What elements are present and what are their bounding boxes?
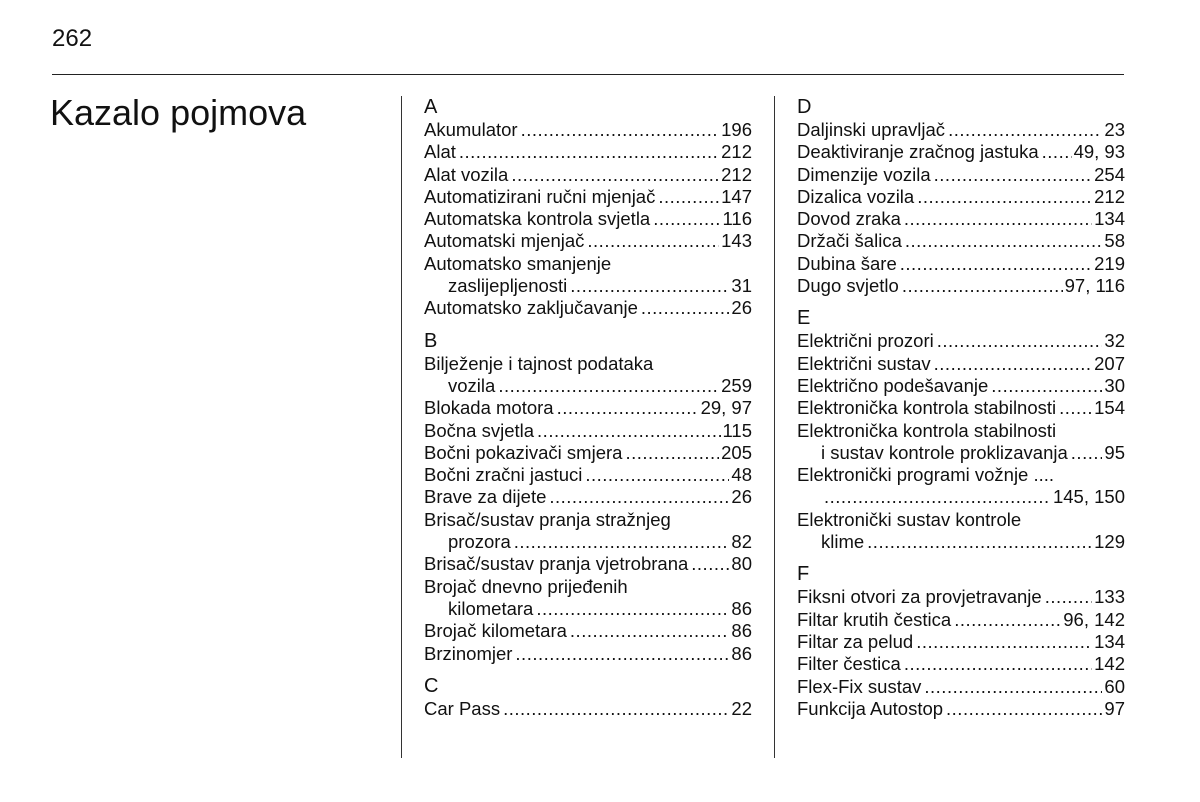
index-section-b xyxy=(424,329,752,665)
entry-name: Blokada motora xyxy=(424,397,554,419)
entry-pages: 86 xyxy=(731,620,752,642)
entry-name: Brisač/sustav pranja vjetrobrana xyxy=(424,553,689,575)
index-entry xyxy=(424,442,752,464)
entry-name: Filtar za pelud xyxy=(797,630,914,652)
section-letter: E xyxy=(797,307,811,330)
entry-pages: 147 xyxy=(721,185,752,207)
entry-pages: 95 xyxy=(1104,441,1125,463)
entry-pages: 154 xyxy=(1094,397,1125,419)
entry-name: Bilježenje i tajnost podataka xyxy=(424,352,654,374)
dot-leader xyxy=(1071,442,1103,464)
entry-name: Automatsko smanjenje xyxy=(424,252,612,274)
dot-leader xyxy=(498,375,719,397)
index-entry xyxy=(797,609,1125,631)
entry-name: Brave za dijete xyxy=(424,486,547,508)
entry-name: Alat vozila xyxy=(424,163,509,185)
dot-leader xyxy=(991,375,1102,397)
index-entry xyxy=(424,620,752,642)
dot-leader xyxy=(503,698,729,720)
dot-leader xyxy=(536,598,729,620)
entry-pages: 212 xyxy=(1094,185,1125,207)
index-entry xyxy=(424,698,752,720)
index-entry xyxy=(797,186,1125,208)
entry-pages: 97 xyxy=(1104,697,1125,719)
index-entry xyxy=(797,464,1125,509)
index-entry xyxy=(797,698,1125,720)
dot-leader xyxy=(917,186,1092,208)
dot-leader xyxy=(916,631,1092,653)
entry-pages: 219 xyxy=(1094,252,1125,274)
index-section-e xyxy=(797,306,1125,553)
index-entry xyxy=(424,164,752,186)
entry-name: Fiksni otvori za provjetravanje xyxy=(797,586,1042,608)
entry-name: Električni sustav xyxy=(797,352,931,374)
entry-pages: 205 xyxy=(721,441,752,463)
entry-name: Dubina šare xyxy=(797,252,897,274)
dot-leader xyxy=(557,397,699,419)
page-title: Kazalo pojmova xyxy=(50,92,307,133)
dot-leader xyxy=(511,164,719,186)
section-letter: B xyxy=(424,329,438,352)
index-entry xyxy=(797,353,1125,375)
column-divider-right xyxy=(774,96,775,758)
entry-pages: 26 xyxy=(731,297,752,319)
entry-name: Akumulator xyxy=(424,119,518,140)
entry-name: Elektronička kontrola stabilnosti xyxy=(797,419,1057,441)
entry-name: Filter čestica xyxy=(797,653,901,675)
index-entry xyxy=(424,230,752,252)
entry-continuation: klime xyxy=(821,531,865,553)
dot-leader xyxy=(585,464,729,486)
index-section-f xyxy=(797,562,1125,720)
dot-leader xyxy=(934,353,1092,375)
entry-pages: 86 xyxy=(731,642,752,664)
dot-leader xyxy=(514,531,730,553)
index-entry xyxy=(424,253,752,298)
entry-pages: 49, 93 xyxy=(1073,141,1125,163)
entry-name: Držači šalica xyxy=(797,230,902,252)
entry-name: Električni prozori xyxy=(797,330,934,352)
entry-name: Brojač kilometara xyxy=(424,620,567,642)
index-entry xyxy=(424,141,752,163)
entry-pages: 86 xyxy=(731,597,752,619)
index-entry xyxy=(424,643,752,665)
index-entry xyxy=(797,653,1125,675)
entry-pages: 259 xyxy=(721,374,752,396)
entry-pages: 134 xyxy=(1094,630,1125,652)
dot-leader xyxy=(653,208,720,230)
index-entry xyxy=(797,330,1125,352)
entry-name: Bočni zračni jastuci xyxy=(424,464,583,486)
column-divider-left xyxy=(401,96,402,758)
entry-pages: 26 xyxy=(731,486,752,508)
dot-leader xyxy=(867,531,1092,553)
dot-leader xyxy=(587,230,719,252)
index-entry xyxy=(424,297,752,319)
entry-name: Automatizirani ručni mjenjač xyxy=(424,185,656,207)
index-entry xyxy=(424,553,752,575)
index-entry xyxy=(797,275,1125,297)
dot-leader xyxy=(521,119,720,141)
dot-leader xyxy=(537,420,720,442)
index-entry xyxy=(797,141,1125,163)
entry-name: Električno podešavanje xyxy=(797,374,989,396)
dot-leader xyxy=(1045,586,1092,608)
dot-leader xyxy=(658,186,719,208)
dot-leader xyxy=(904,208,1092,230)
dot-leader xyxy=(902,275,1063,297)
index-section-a xyxy=(424,95,752,320)
entry-name: Bočna svjetla xyxy=(424,419,535,441)
section-letter: A xyxy=(424,96,438,118)
entry-name: Brojač dnevno prijeđenih xyxy=(424,575,628,597)
entry-pages: 129 xyxy=(1094,531,1125,553)
index-entry xyxy=(424,420,752,442)
dot-leader xyxy=(824,486,1051,508)
dot-leader xyxy=(904,653,1092,675)
entry-name: Dugo svjetlo xyxy=(797,275,899,297)
entry-pages: 97, 116 xyxy=(1064,275,1125,297)
entry-pages: 143 xyxy=(721,230,752,252)
entry-pages: 142 xyxy=(1094,653,1125,675)
entry-pages: 60 xyxy=(1104,675,1125,697)
index-section-c xyxy=(424,674,752,720)
dot-leader xyxy=(937,330,1103,352)
index-entry xyxy=(424,509,752,554)
index-entry xyxy=(797,375,1125,397)
entry-name: Flex-Fix sustav xyxy=(797,675,922,697)
entry-name: Automatsko zaključavanje xyxy=(424,297,638,319)
entry-name: Automatski mjenjač xyxy=(424,230,585,252)
dot-leader xyxy=(934,164,1092,186)
entry-pages: 212 xyxy=(721,163,752,185)
entry-name: Brzinomjer xyxy=(424,642,513,664)
entry-continuation: kilometara xyxy=(448,597,534,619)
entry-pages: 96, 142 xyxy=(1063,608,1125,630)
entry-pages: 29, 97 xyxy=(700,397,752,419)
entry-pages: 30 xyxy=(1104,374,1125,396)
index-entry xyxy=(424,464,752,486)
dot-leader xyxy=(905,230,1103,252)
index-section-d xyxy=(797,95,1125,297)
dot-leader xyxy=(549,486,729,508)
index-entry xyxy=(797,397,1125,419)
entry-name: Deaktiviranje zračnog jastuka xyxy=(797,141,1039,163)
entry-pages: 22 xyxy=(731,697,752,719)
dot-leader xyxy=(570,275,729,297)
entry-name: Dovod zraka xyxy=(797,208,901,230)
entry-pages: 80 xyxy=(731,553,752,575)
section-letter: C xyxy=(424,674,439,697)
entry-pages: 115 xyxy=(722,419,752,441)
entry-continuation: prozora xyxy=(448,531,511,553)
entry-pages: 212 xyxy=(721,141,752,163)
entry-pages: 196 xyxy=(721,119,752,140)
index-entry xyxy=(797,631,1125,653)
entry-pages: 134 xyxy=(1094,208,1125,230)
dot-leader xyxy=(570,620,730,642)
section-letter: F xyxy=(797,563,810,586)
dot-leader xyxy=(1042,141,1072,163)
entry-name: Dizalica vozila xyxy=(797,185,915,207)
entry-name: Alat xyxy=(424,141,456,163)
entry-name: Elektronički programi vožnje .... xyxy=(797,464,1055,486)
dot-leader xyxy=(924,676,1102,698)
entry-name: Funkcija Autostop xyxy=(797,697,944,719)
entry-continuation: zaslijepljenosti xyxy=(448,275,568,297)
index-entry xyxy=(424,397,752,419)
entry-continuation: i sustav kontrole proklizavanja xyxy=(821,441,1068,463)
header-rule xyxy=(52,74,1124,75)
entry-pages: 133 xyxy=(1094,586,1125,608)
index-entry xyxy=(424,186,752,208)
index-entry xyxy=(424,486,752,508)
entry-name: Bočni pokazivači smjera xyxy=(424,441,623,463)
index-entry xyxy=(424,208,752,230)
index-entry xyxy=(797,208,1125,230)
index-column-1 xyxy=(424,95,752,729)
entry-continuation: vozila xyxy=(448,374,496,396)
entry-pages: 31 xyxy=(731,275,752,297)
dot-leader xyxy=(459,141,719,163)
entry-name: Elektronička kontrola stabilnosti xyxy=(797,397,1057,419)
entry-name: Automatska kontrola svjetla xyxy=(424,208,651,230)
entry-pages: 32 xyxy=(1104,330,1125,352)
index-column-2 xyxy=(797,95,1125,729)
dot-leader xyxy=(641,297,730,319)
entry-pages: 23 xyxy=(1104,119,1125,140)
index-entry xyxy=(797,119,1125,141)
entry-name: Elektronički sustav kontrole xyxy=(797,508,1022,530)
dot-leader xyxy=(625,442,719,464)
dot-leader xyxy=(946,698,1102,720)
index-entry xyxy=(797,164,1125,186)
entry-pages: 145, 150 xyxy=(1052,486,1125,508)
index-entry xyxy=(797,676,1125,698)
section-letter: D xyxy=(797,96,812,118)
index-entry xyxy=(797,586,1125,608)
page-number: 262 xyxy=(52,25,93,52)
dot-leader xyxy=(954,609,1061,631)
index-entry xyxy=(424,576,752,621)
entry-pages: 116 xyxy=(722,208,752,230)
dot-leader xyxy=(515,643,729,665)
index-entry xyxy=(424,119,752,141)
entry-pages: 82 xyxy=(731,531,752,553)
entry-name: Brisač/sustav pranja stražnjeg xyxy=(424,508,671,530)
dot-leader xyxy=(691,553,729,575)
index-entry xyxy=(797,230,1125,252)
index-entry xyxy=(797,420,1125,465)
index-entry xyxy=(424,353,752,398)
dot-leader xyxy=(1059,397,1092,419)
entry-pages: 254 xyxy=(1094,163,1125,185)
entry-name: Car Pass xyxy=(424,697,501,719)
entry-pages: 207 xyxy=(1094,352,1125,374)
index-entry xyxy=(797,509,1125,554)
entry-pages: 58 xyxy=(1104,230,1125,252)
index-entry xyxy=(797,253,1125,275)
dot-leader xyxy=(900,253,1092,275)
dot-leader xyxy=(948,119,1102,141)
entry-name: Dimenzije vozila xyxy=(797,163,931,185)
entry-name: Daljinski upravljač xyxy=(797,119,946,140)
entry-pages: 48 xyxy=(731,464,752,486)
entry-name: Filtar krutih čestica xyxy=(797,608,952,630)
